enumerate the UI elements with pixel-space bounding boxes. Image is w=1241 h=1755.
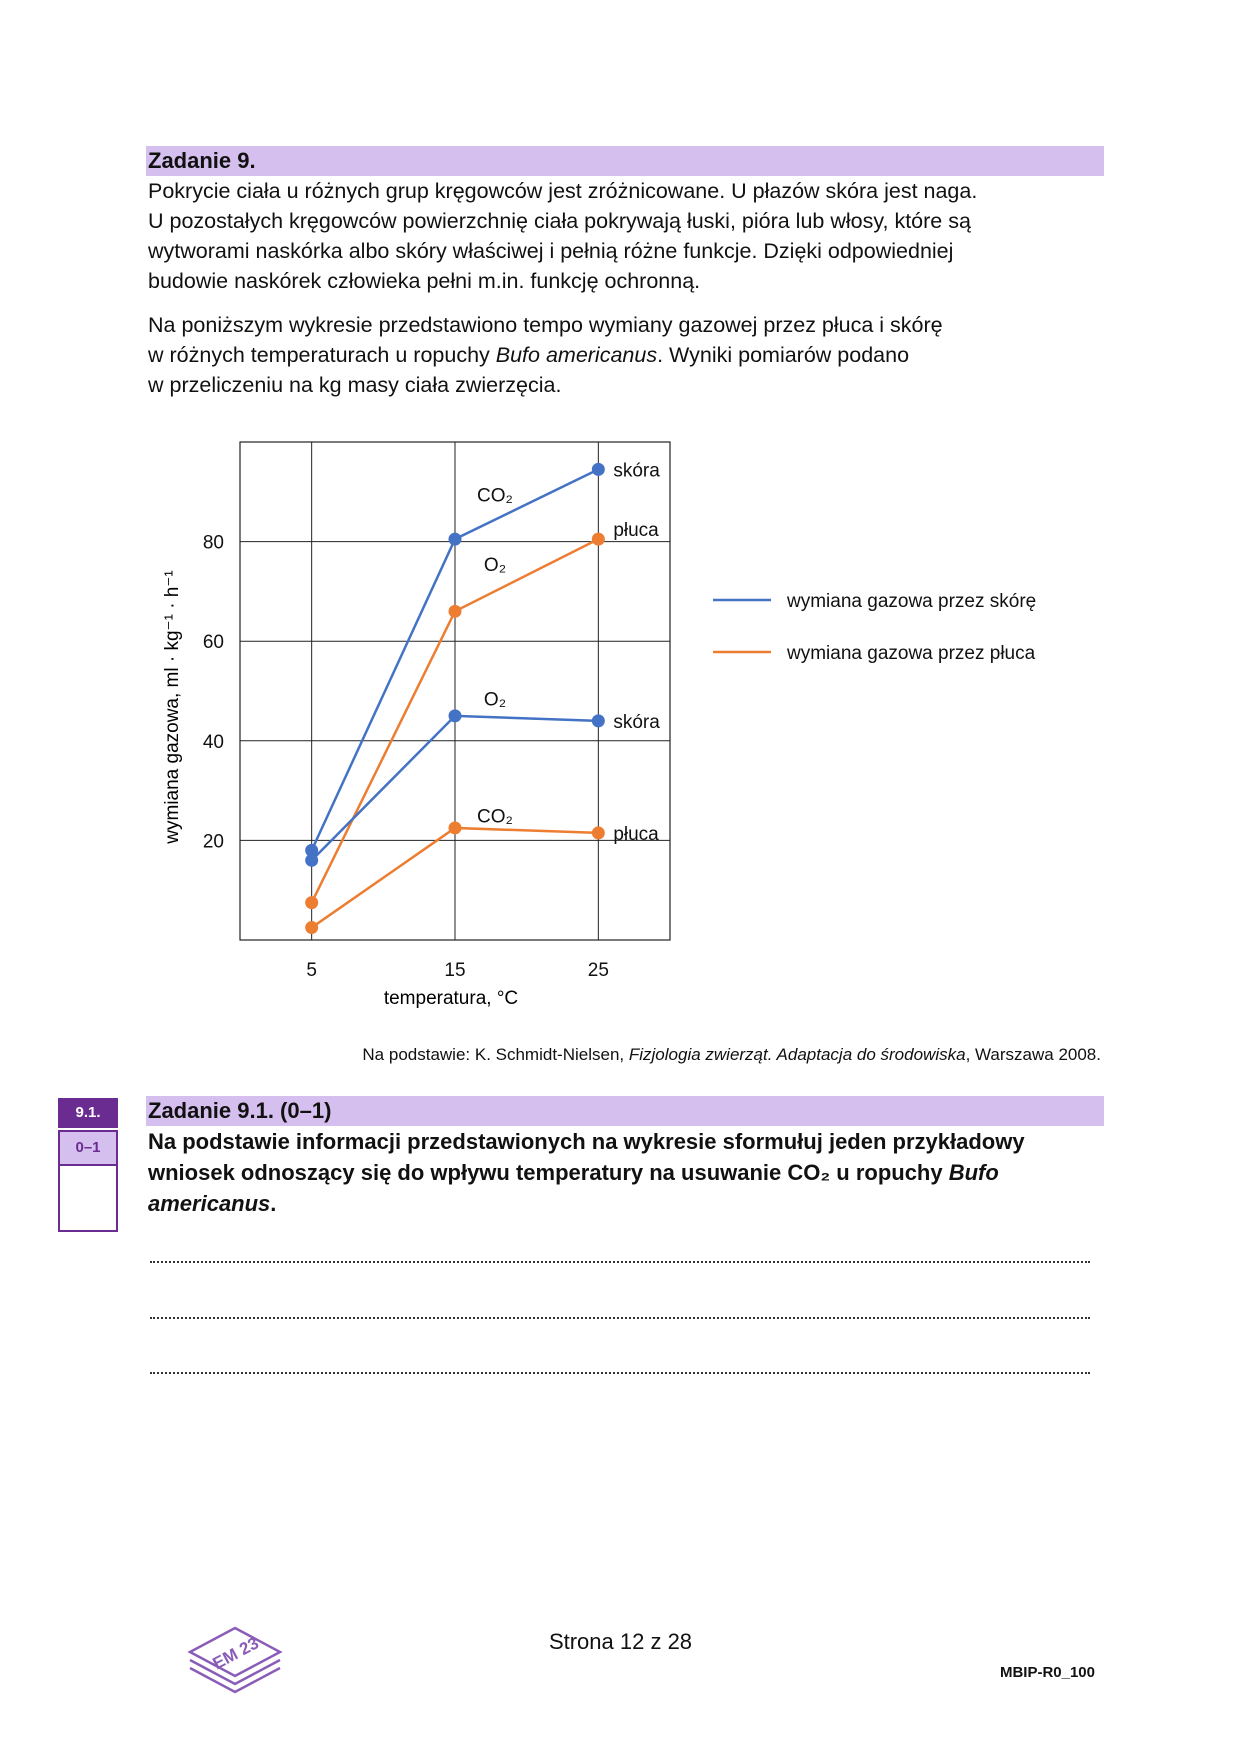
chart-annotation: płuca (613, 520, 659, 542)
chart-annotation: skóra (613, 460, 660, 482)
logo-text: EM 23 (209, 1633, 262, 1674)
x-tick-label: 25 (587, 960, 609, 981)
question-line: Na podstawie informacji przedstawionych na wykresie sformułuj jeden przykładowy (148, 1129, 1025, 1154)
intro-line: budowie naskórek człowieka pełni m.in. funkcję ochronną. (148, 269, 701, 293)
y-tick-label: 40 (202, 731, 224, 753)
source-citation (362, 1045, 1101, 1065)
data-point (449, 709, 462, 722)
chart-intro-line: w przeliczeniu na kg masy ciała zwierzęcia. (148, 373, 562, 397)
chart-legend (713, 591, 1036, 664)
y-tick-label: 20 (202, 831, 224, 853)
source-title: Fizjologia zwierząt. Adaptacja do środowiska (628, 1045, 966, 1064)
chart-grid (240, 442, 670, 940)
data-point (305, 921, 318, 934)
species-name: Bufo (948, 1160, 999, 1185)
points-badge: 0–1 (58, 1130, 118, 1166)
y-axis-label: wymiana gazowa, ml · kg⁻¹ · h⁻¹ (162, 570, 183, 844)
chart-intro-text: . Wyniki pomiarów podano (657, 343, 910, 367)
species-name: Bufo americanus (495, 343, 658, 367)
question-text: wniosek odnoszący się do wpływu temperatury na usuwanie CO₂ u ropuchy (148, 1160, 949, 1185)
subtask-header: Zadanie 9.1. (0–1) (146, 1096, 1104, 1126)
data-point (592, 463, 605, 476)
y-tick-label: 60 (202, 632, 224, 654)
chart-annotation: O₂ (483, 555, 507, 577)
subtask-number-badge: 9.1. (58, 1098, 118, 1128)
document-code: MBIP-R0_100 (999, 1664, 1095, 1681)
data-point (449, 821, 462, 834)
chart-annotation: O₂ (483, 689, 507, 711)
data-point (305, 896, 318, 909)
intro-line: wytworami naskórka albo skóry właściwej i pełnią różne funkcje. Dzięki odpowiedniej (148, 239, 954, 263)
chart-annotation: płuca (613, 823, 659, 845)
data-point (592, 826, 605, 839)
data-point (592, 714, 605, 727)
question-text: . (270, 1191, 277, 1216)
x-tick-label: 15 (444, 960, 466, 981)
question-line (148, 1157, 1108, 1188)
data-point (449, 605, 462, 618)
chart-annotation: skóra (613, 711, 660, 733)
legend-label: wymiana gazowa przez skórę (787, 591, 1037, 612)
chart-annotation: CO₂ (477, 485, 513, 507)
data-point (449, 533, 462, 546)
answer-line[interactable] (150, 1362, 1090, 1374)
task-header: Zadanie 9. (146, 146, 1104, 176)
page-number: Strona 12 z 28 (548, 1629, 693, 1654)
answer-line[interactable] (150, 1307, 1090, 1319)
chart-intro-line: Na poniższym wykresie przedstawiono tempo wymiany gazowej przez płuca i skórę (148, 313, 943, 337)
intro-line: Pokrycie ciała u różnych grup kręgowców jest zróżnicowane. U płazów skóra jest naga. (148, 179, 978, 203)
answer-line[interactable] (150, 1251, 1090, 1263)
subtask-question (148, 1126, 1108, 1219)
source-suffix: , Warszawa 2008. (965, 1045, 1101, 1064)
legend-label: wymiana gazowa przez płuca (787, 643, 1036, 664)
source-prefix: Na podstawie: K. Schmidt-Nielsen, (362, 1045, 629, 1064)
x-tick-label: 5 (306, 960, 317, 981)
intro-line: U pozostałych kręgowców powierzchnię ciała pokrywają łuski, pióra lub włosy, które są (148, 209, 971, 233)
chart-intro-text: w różnych temperaturach u ropuchy (148, 343, 496, 367)
data-point (592, 533, 605, 546)
score-entry-box (58, 1166, 118, 1232)
y-tick-label: 80 (202, 532, 224, 554)
x-axis-label: temperatura, °C (383, 988, 519, 1009)
data-point (305, 854, 318, 867)
species-name: americanus (148, 1191, 271, 1216)
chart-annotation: CO₂ (477, 806, 513, 828)
question-line (148, 1188, 1108, 1219)
